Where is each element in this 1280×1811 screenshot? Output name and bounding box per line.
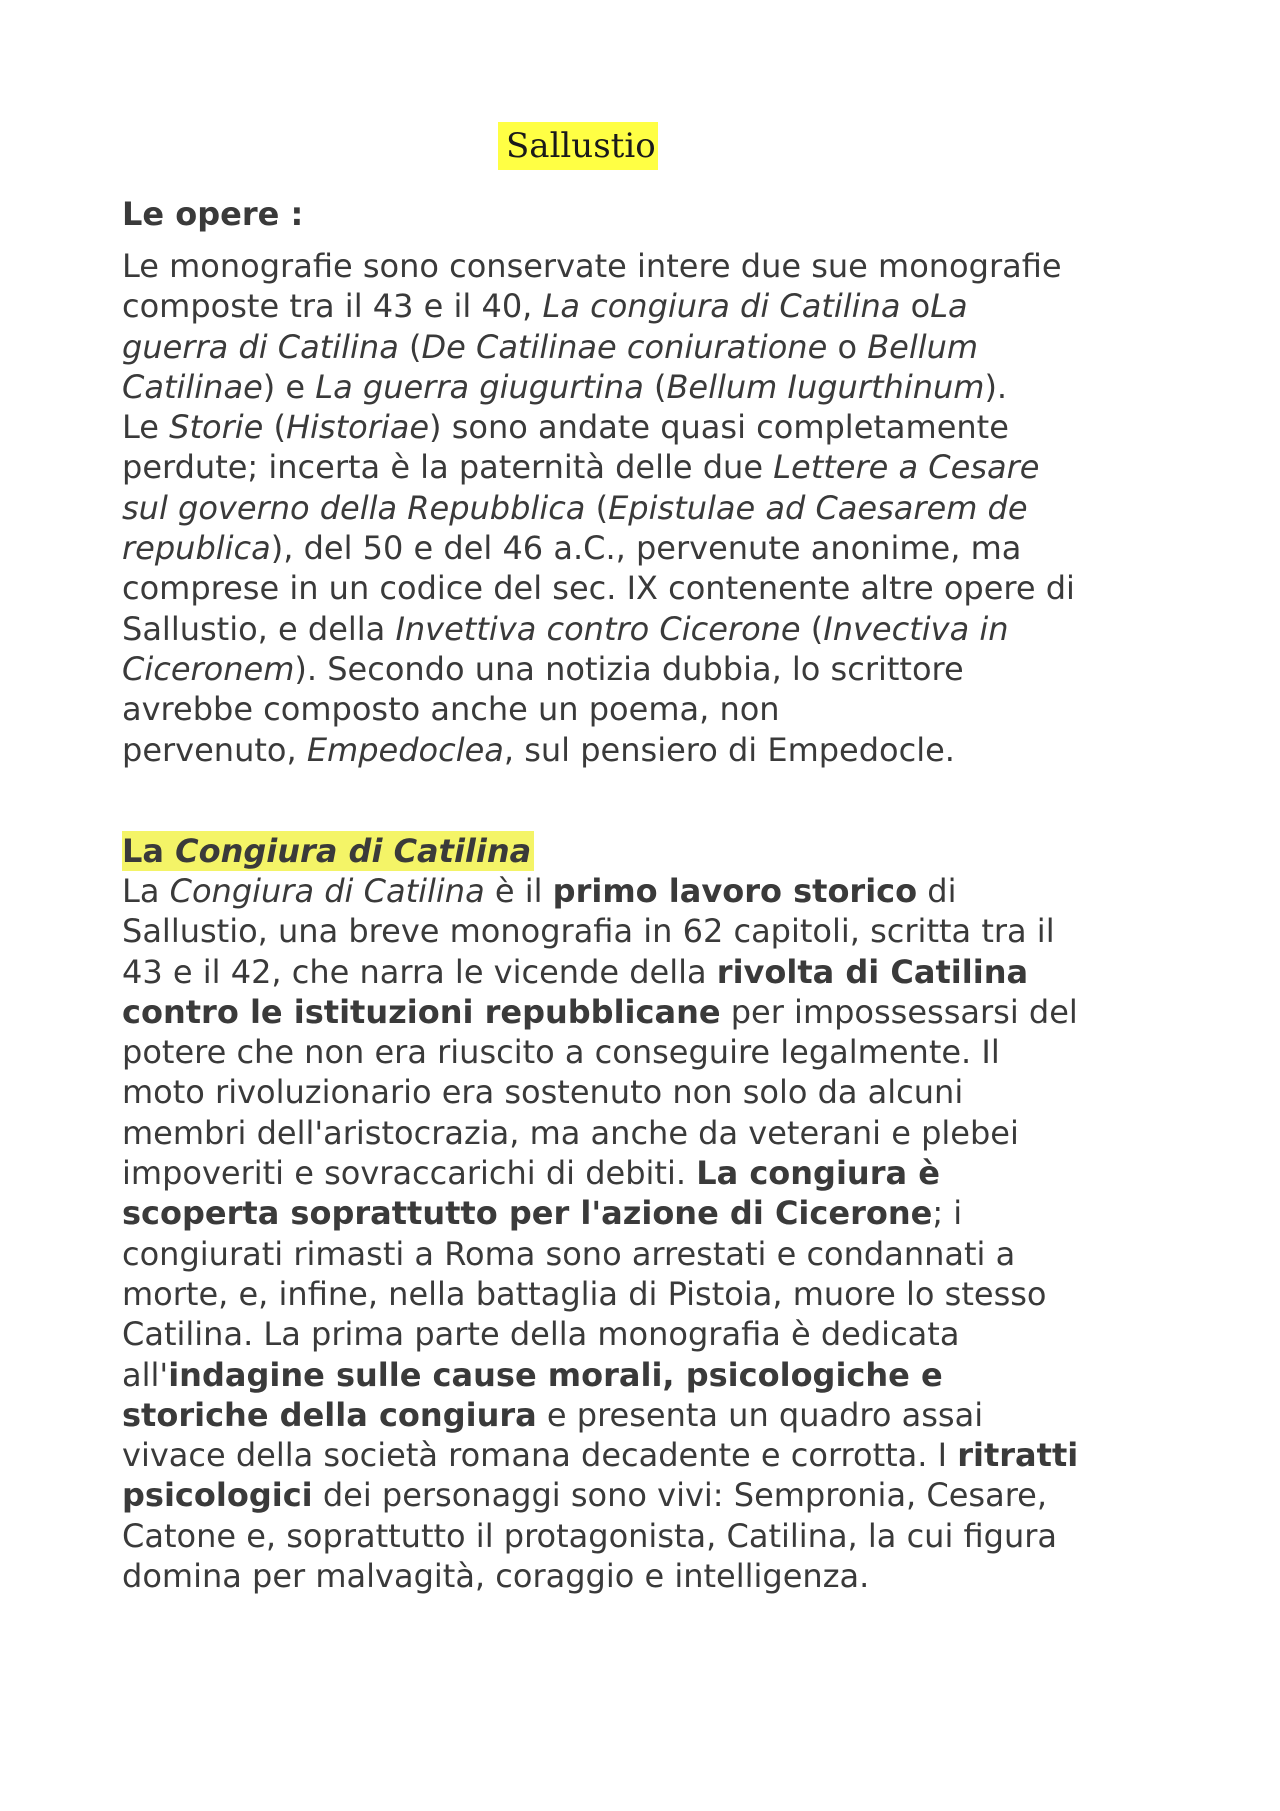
text-line bbox=[122, 1072, 1202, 1112]
text-run: impoveriti e sovraccarichi di debiti. bbox=[122, 1154, 697, 1193]
text-run: Le monografie sono conservate intere due sue monografie bbox=[122, 247, 1062, 285]
text-run: dei personaggi sono vivi: Sempronia, Cesare, bbox=[312, 1476, 1048, 1515]
section-heading-opere: Le opere : bbox=[122, 195, 304, 233]
text-run: La bbox=[122, 832, 176, 870]
text-line bbox=[122, 911, 1202, 951]
text-run: ) e bbox=[262, 367, 316, 406]
text-run: all' bbox=[122, 1355, 169, 1394]
text-line bbox=[122, 1113, 1202, 1153]
text-line bbox=[122, 649, 1202, 689]
text-run: di bbox=[917, 872, 957, 910]
italic-text: guerra di Catilina bbox=[122, 327, 399, 366]
text-run: domina per malvagità, coraggio e intelligenza. bbox=[122, 1557, 870, 1596]
text-run: Catilina. La prima parte della monografia è dedicata bbox=[122, 1315, 960, 1354]
text-line bbox=[122, 1556, 1202, 1596]
text-line bbox=[122, 286, 1202, 326]
text-line bbox=[122, 1193, 1202, 1233]
text-run: , sul pensiero di Empedocle. bbox=[503, 730, 955, 769]
bold-text: psicologici bbox=[122, 1476, 313, 1515]
text-line bbox=[122, 1274, 1202, 1314]
text-run: 43 e il 42, che narra le vicende della bbox=[122, 952, 717, 991]
text-run: e presenta un quadro assai bbox=[536, 1395, 984, 1434]
text-line bbox=[122, 568, 1202, 608]
bold-text: La congiura è bbox=[696, 1154, 940, 1193]
text-run: ). bbox=[294, 649, 318, 688]
text-line bbox=[122, 1355, 1202, 1395]
text-line bbox=[122, 992, 1202, 1032]
text-run: Sallustio, una breve monografia in 62 capitoli, scritta tra il bbox=[122, 912, 1055, 951]
text-line bbox=[122, 1475, 1202, 1515]
text-run: ), del 50 e del 46 a.C., pervenute anonime, ma bbox=[270, 529, 1022, 568]
text-line bbox=[122, 1234, 1202, 1274]
text-line bbox=[122, 871, 1202, 911]
text-run: ). bbox=[984, 367, 1008, 406]
text-run: vivace della società romana decadente e corrotta. I bbox=[122, 1436, 958, 1475]
italic-text: La congiura di Catilina bbox=[542, 287, 901, 326]
bold-text: rivolta di Catilina bbox=[716, 952, 1029, 991]
document-title: Sallustio bbox=[498, 122, 658, 170]
text-run: Sallustio, e della bbox=[122, 609, 396, 648]
italic-text: Bellum Iugurthinum bbox=[666, 367, 985, 406]
text-run: composte tra il 43 e il 40, bbox=[122, 287, 543, 326]
bold-text: ritratti bbox=[957, 1436, 1079, 1475]
section-heading-congiura bbox=[122, 831, 534, 871]
text-run: ( bbox=[800, 609, 824, 648]
italic-text: Lettere a Cesare bbox=[773, 448, 1040, 487]
text-run: ( bbox=[585, 488, 609, 527]
italic-text: republica bbox=[122, 529, 271, 568]
bold-text: primo lavoro storico bbox=[552, 872, 918, 910]
italic-text: La guerra giugurtina bbox=[315, 367, 644, 406]
italic-text: sul governo della Repubblica bbox=[122, 488, 586, 527]
text-line bbox=[122, 407, 1202, 447]
text-run: congiurati rimasti a Roma sono arrestati e condannati a bbox=[122, 1234, 1016, 1273]
italic-text: La bbox=[930, 287, 968, 326]
text-run: o bbox=[900, 287, 931, 326]
italic-text: Ciceronem bbox=[122, 649, 295, 688]
italic-text: Invectiva in bbox=[823, 609, 1009, 648]
paragraph-congiura bbox=[122, 871, 1202, 1596]
text-line bbox=[122, 447, 1202, 487]
text-line bbox=[122, 1435, 1202, 1475]
text-run: potere che non era riuscito a conseguire legalmente. Il bbox=[122, 1033, 1000, 1072]
paragraph-opere bbox=[122, 246, 1202, 770]
text-line bbox=[122, 1153, 1202, 1193]
text-run: avrebbe composto anche un poema, non bbox=[122, 690, 780, 729]
text-run: membri dell'aristocrazia, ma anche da veterani e plebei bbox=[122, 1113, 1019, 1152]
italic-text: Catilinae bbox=[122, 367, 263, 406]
text-line bbox=[122, 528, 1202, 568]
text-line bbox=[122, 689, 1202, 729]
text-line bbox=[122, 246, 1202, 286]
italic-text: Epistulae ad Caesarem de bbox=[608, 488, 1028, 527]
italic-text: Historiae bbox=[285, 408, 430, 447]
text-run: morte, e, infine, nella battaglia di Pistoia, muore lo stesso bbox=[122, 1274, 1047, 1313]
text-run: pervenuto, bbox=[122, 730, 307, 769]
text-line bbox=[122, 488, 1202, 528]
italic-text: Empedoclea bbox=[306, 730, 504, 769]
text-run: è il bbox=[484, 872, 553, 910]
text-run: ( bbox=[643, 367, 667, 406]
text-line bbox=[122, 952, 1202, 992]
bold-text: indagine sulle cause morali, psicologiche e bbox=[168, 1355, 943, 1394]
italic-text: Bellum bbox=[867, 327, 979, 366]
text-line bbox=[122, 1516, 1202, 1556]
text-run: Le bbox=[122, 408, 170, 447]
text-run: La bbox=[122, 872, 170, 910]
text-line bbox=[122, 1314, 1202, 1354]
italic-text: De Catilinae coniuratione bbox=[421, 327, 828, 366]
text-run: ; i bbox=[932, 1194, 963, 1233]
italic-text: Storie bbox=[169, 408, 264, 447]
text-run: ( bbox=[263, 408, 286, 447]
text-line bbox=[122, 730, 1202, 770]
text-run: Secondo una notizia dubbia, lo scrittore bbox=[317, 649, 964, 688]
text-line bbox=[122, 1395, 1202, 1435]
italic-text: Congiura di Catilina bbox=[169, 872, 485, 910]
italic-text: Invettiva contro Cicerone bbox=[395, 609, 801, 648]
text-run: ( bbox=[398, 327, 422, 366]
text-line bbox=[122, 367, 1202, 407]
text-run: per impossessarsi del bbox=[720, 992, 1078, 1031]
bold-text: storiche della congiura bbox=[122, 1395, 537, 1434]
text-line bbox=[122, 609, 1202, 649]
italic-text: Congiura di Catilina bbox=[175, 832, 532, 870]
text-line bbox=[122, 327, 1202, 367]
text-run: o bbox=[827, 327, 868, 366]
text-line bbox=[122, 1032, 1202, 1072]
text-run: moto rivoluzionario era sostenuto non solo da alcuni bbox=[122, 1073, 964, 1112]
text-run: perdute; incerta è la paternità delle due bbox=[122, 448, 774, 487]
bold-text: contro le istituzioni repubblicane bbox=[122, 992, 721, 1031]
text-run: comprese in un codice del sec. IX contenente altre opere di bbox=[122, 569, 1075, 608]
bold-text: scoperta soprattutto per l'azione di Cicerone bbox=[122, 1194, 933, 1233]
text-run: Catone e, soprattutto il protagonista, Catilina, la cui figura bbox=[122, 1516, 1058, 1555]
text-run: ) sono andate quasi completamente bbox=[429, 408, 1009, 447]
